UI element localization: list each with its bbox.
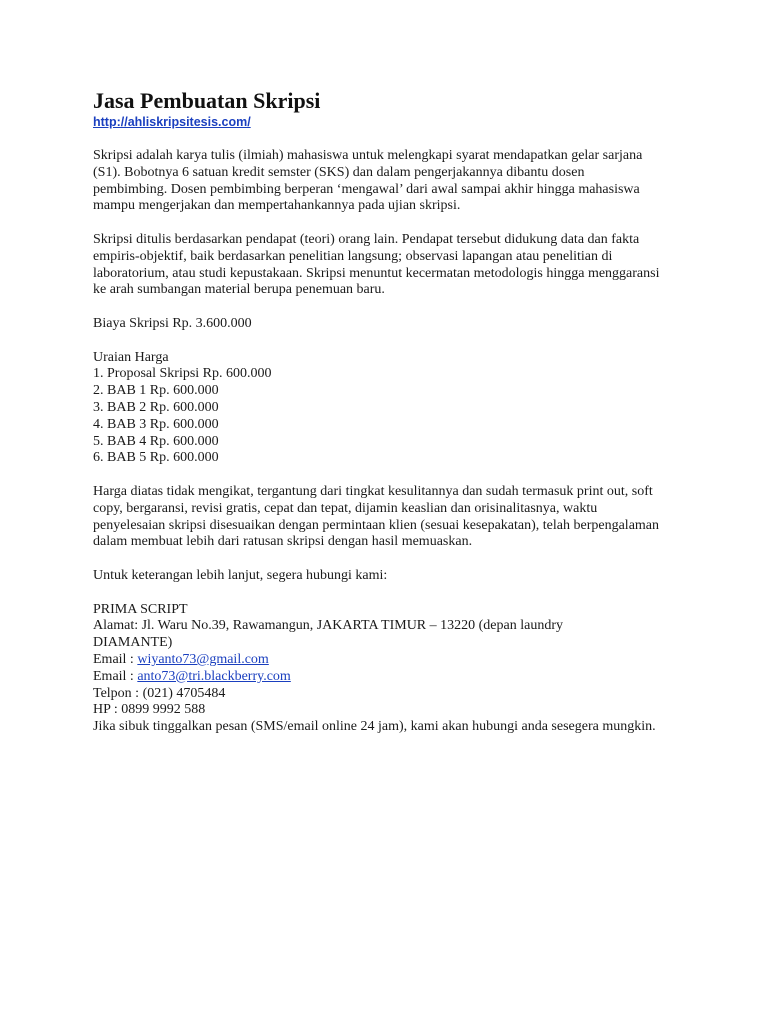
price-item: 1. Proposal Skripsi Rp. 600.000 — [93, 366, 272, 382]
cost-line: Biaya Skripsi Rp. 3.600.000 — [93, 315, 252, 331]
paragraph-definition: Skripsi adalah karya tulis (ilmiah) mahasiswa untuk melengkapi syarat mendapatkan gelar sarjana (S1). Bobotnya 6 satuan kredit semster (SKS) dan dalam pengerjakannya dibantu dosen pembimbing. Dosen pembimbing berperan ‘mengawal’ dari awal sampai akhir hingga mahasiswa mampu mengerjakan dan mempertahankannya pada ujian skripsi. — [93, 148, 643, 214]
email-link-blackberry[interactable]: anto73@tri.blackberry.com — [137, 668, 291, 684]
price-item: 3. BAB 2 Rp. 600.000 — [93, 399, 219, 415]
hp-line: HP : 0899 9992 588 — [93, 702, 206, 718]
email-label: Email : — [93, 668, 138, 684]
email-line-1 — [93, 652, 673, 669]
email-link-gmail[interactable]: wiyanto73@gmail.com — [137, 651, 269, 667]
website-link[interactable]: http://ahliskripsitesis.com/ — [93, 115, 251, 129]
spacer — [93, 585, 673, 602]
price-list — [93, 366, 673, 467]
document-body — [93, 88, 673, 736]
price-item: 2. BAB 1 Rp. 600.000 — [93, 383, 219, 399]
contact-intro: Untuk keterangan lebih lanjut, segera hubungi kami: — [93, 567, 388, 583]
company-address: Alamat: Jl. Waru No.39, Rawamangun, JAKARTA TIMUR – 13220 (depan laundry DIAMANTE) — [93, 618, 563, 651]
spacer — [93, 551, 673, 568]
closing-note: Jika sibuk tinggalkan pesan (SMS/email online 24 jam), kami akan hubungi anda sesegera mungkin. — [93, 719, 656, 735]
spacer — [93, 215, 673, 232]
price-item: 5. BAB 4 Rp. 600.000 — [93, 433, 219, 449]
paragraph-theory: Skripsi ditulis berdasarkan pendapat (teori) orang lain. Pendapat tersebut didukung data dan fakta empiris-objektif, baik berdasarkan penelitian langsung; observasi lapangan atau penelitian di laboratorium, atau studi kepustakaan. Skripsi menuntut kecermatan metodologis hingga menggaransi ke arah sumbangan material berupa penemuan baru. — [93, 231, 660, 298]
phone-line: Telpon : (021) 4705484 — [93, 685, 226, 701]
company-name: PRIMA SCRIPT — [93, 601, 188, 617]
paragraph-terms: Harga diatas tidak mengikat, tergantung dari tingkat kesulitannya dan sudah termasuk print out, soft copy, bergaransi, revisi gratis, cepat dan tepat, dijamin keaslian dan orisinalitasnya, waktu penyelesaian skripsi disesuaikan dengan permintaan klien (sesuai kesepakatan), telah berpengalaman dalam membuat lebih dari ratusan skripsi dengan hasil memuaskan. — [93, 483, 660, 550]
spacer — [93, 467, 673, 484]
email-label: Email : — [93, 651, 138, 667]
price-item: 4. BAB 3 Rp. 600.000 — [93, 416, 219, 432]
spacer — [93, 299, 673, 316]
price-heading: Uraian Harga — [93, 349, 169, 365]
document-title: Jasa Pembuatan Skripsi — [93, 88, 321, 113]
email-line-2 — [93, 669, 673, 686]
spacer — [93, 130, 673, 148]
price-item: 6. BAB 5 Rp. 600.000 — [93, 450, 219, 466]
spacer — [93, 333, 673, 350]
